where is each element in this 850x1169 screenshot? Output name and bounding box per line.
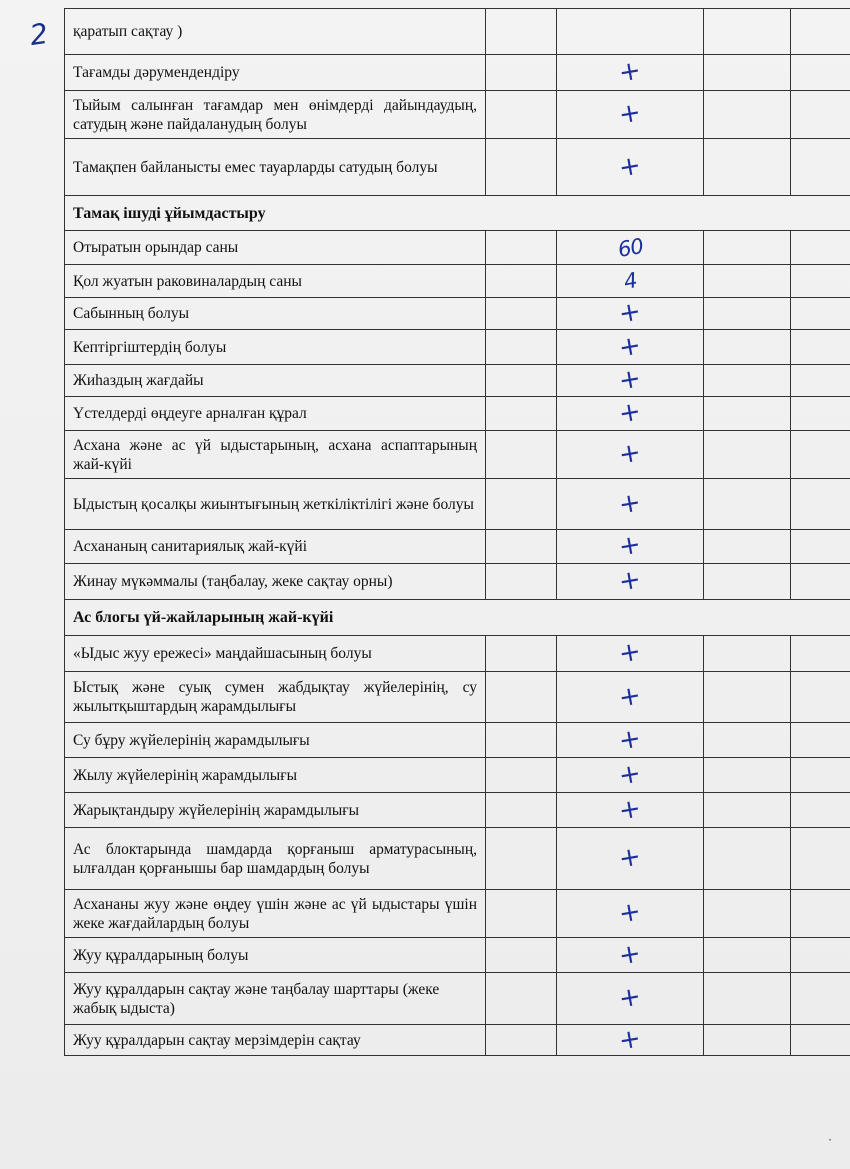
handwritten-value: 4 [621,268,639,294]
blank-cell [791,231,850,265]
answer-cell [557,431,704,479]
answer-cell [557,1022,704,1057]
blank-cell [486,672,557,723]
blank-cell [791,365,850,397]
blank-cell [791,564,850,600]
blank-cell [486,890,557,938]
criterion-text: Ыдыстың қосалқы жиынтығының жеткіліктілігі және болуы [65,479,486,530]
criterion-text: Жуу құралдарының болуы [65,938,486,973]
criterion-text: Отыратын орындар саны [65,231,486,265]
answer-cell [557,793,704,828]
criterion-text: Асхананы жуу және өңдеу үшін және ас үй ыдыстары үшін жеке жағдайлардың болуы [65,890,486,938]
handwritten-check-mark: + [616,722,644,757]
blank-cell [704,672,791,723]
table-row [65,231,850,265]
blank-cell [486,758,557,793]
answer-cell [557,91,704,139]
blank-cell [486,530,557,564]
answer-cell [557,672,704,723]
table-row [65,265,850,298]
answer-cell [557,890,704,938]
answer-cell [557,564,704,600]
handwritten-check-mark: + [616,149,644,184]
blank-cell [486,564,557,600]
criterion-text: «Ыдыс жуу ережесі» маңдайшасының болуы [65,636,486,672]
blank-cell [791,330,850,365]
handwritten-check-mark: + [616,363,644,397]
blank-cell [486,431,557,479]
blank-cell [486,793,557,828]
blank-cell [486,231,557,265]
blank-cell [704,636,791,672]
blank-cell [791,397,850,431]
table-row [65,330,850,365]
blank-cell [486,365,557,397]
criterion-text: Жуу құралдарын сақтау мерзімдерін сақтау [65,1025,486,1056]
handwritten-value: 60 [615,233,645,262]
blank-cell [791,723,850,758]
criterion-text: Жарықтандыру жүйелерінің жарамдылығы [65,793,486,828]
blank-cell [704,55,791,91]
blank-cell [704,265,791,298]
criterion-text: Асхана және ас үй ыдыстарының, асхана аспаптарының жай-күйі [65,431,486,479]
blank-cell [791,672,850,723]
table-row [65,636,850,672]
handwritten-check-mark: + [616,981,644,1015]
handwritten-check-mark: + [616,55,644,89]
handwritten-check-mark: + [616,757,644,792]
handwritten-check-mark: + [616,1022,644,1057]
answer-cell [557,530,704,564]
handwritten-check-mark: + [616,841,644,875]
blank-cell [791,828,850,890]
table-row [65,973,850,1025]
section-header-row [65,600,850,636]
blank-cell [704,231,791,265]
answer-cell [557,298,704,330]
blank-cell [486,397,557,431]
blank-cell [486,636,557,672]
handwritten-check-mark: + [616,679,644,714]
table-row [65,298,850,330]
blank-cell [791,431,850,479]
table-row [65,365,850,397]
handwritten-check-mark: + [616,486,644,521]
blank-cell [791,55,850,91]
blank-cell [791,1025,850,1056]
handwritten-check-mark: + [616,636,644,670]
blank-cell [704,397,791,431]
handwritten-check-mark: + [616,396,644,430]
blank-cell [486,938,557,973]
answer-cell [557,828,704,890]
blank-cell [486,330,557,365]
table-row [65,397,850,431]
criterion-text: Үстелдерді өңдеуге арналған құрал [65,397,486,431]
blank-cell [486,55,557,91]
blank-cell [486,1025,557,1056]
blank-cell [791,298,850,330]
criterion-text: қаратып сақтау ) [65,9,486,55]
section-title: Ас блогы үй-жайларының жай-күйі [65,600,850,636]
criterion-text: Жуу құралдарын сақтау және таңбалау шарттары (жеке жабық ыдыста) [65,973,486,1025]
handwritten-check-mark: + [616,529,644,563]
blank-cell [704,91,791,139]
answer-cell [557,938,704,973]
criterion-text: Ыстық және суық сумен жабдықтау жүйелерінің, су жылытқыштардың жарамдылығы [65,672,486,723]
table-row [65,723,850,758]
blank-cell [704,139,791,196]
answer-cell [557,9,704,55]
blank-cell [486,9,557,55]
blank-cell [704,298,791,330]
blank-cell [791,139,850,196]
table-row [65,479,850,530]
page-number: 2 [27,16,51,53]
blank-cell [791,793,850,828]
blank-cell [704,564,791,600]
answer-cell [557,265,704,298]
table-row [65,91,850,139]
criterion-text: Қол жуатын раковиналардың саны [65,265,486,298]
blank-cell [486,91,557,139]
handwritten-check-mark: + [616,296,644,330]
criterion-text: Сабынның болуы [65,298,486,330]
answer-cell [557,330,704,365]
criterion-text: Жылу жүйелерінің жарамдылығы [65,758,486,793]
handwritten-check-mark: + [616,329,644,364]
blank-cell [486,139,557,196]
blank-cell [791,973,850,1025]
table-row [65,55,850,91]
blank-cell [704,793,791,828]
blank-cell [704,479,791,530]
table-row [65,758,850,793]
answer-cell [557,479,704,530]
answer-cell [557,139,704,196]
answer-cell [557,973,704,1025]
answer-cell [557,636,704,672]
table-row [65,9,850,55]
blank-cell [486,479,557,530]
page-corner-mark: · [828,1133,832,1147]
criterion-text: Жиһаздың жағдайы [65,365,486,397]
blank-cell [486,298,557,330]
blank-cell [486,723,557,758]
criterion-text: Кептіргіштердің болуы [65,330,486,365]
table-row [65,890,850,938]
answer-cell [557,231,704,265]
blank-cell [791,938,850,973]
table-row [65,431,850,479]
table-row [65,793,850,828]
table-row [65,530,850,564]
blank-cell [486,828,557,890]
blank-cell [704,723,791,758]
section-title: Тамақ ішуді ұйымдастыру [65,196,850,231]
criterion-text: Су бұру жүйелерінің жарамдылығы [65,723,486,758]
inspection-table [64,8,850,1056]
handwritten-check-mark: + [616,792,644,827]
blank-cell [704,431,791,479]
criterion-text: Жинау мүкәммалы (таңбалау, жеке сақтау орны) [65,564,486,600]
table-row [65,564,850,600]
handwritten-check-mark: + [616,437,644,471]
criterion-text: Тыйым салынған тағамдар мен өнімдерді дайындаудың, сатудың және пайдаланудың болуы [65,91,486,139]
blank-cell [791,265,850,298]
blank-cell [791,479,850,530]
table-row [65,938,850,973]
criterion-text: Тамақпен байланысты емес тауарларды сатудың болуы [65,139,486,196]
blank-cell [486,973,557,1025]
handwritten-check-mark: + [616,97,644,131]
table-row [65,828,850,890]
blank-cell [791,890,850,938]
answer-cell [557,397,704,431]
blank-cell [704,330,791,365]
criterion-text: Ас блоктарында шамдарда қорғаныш арматурасының, ылғалдан қорғанышы бар шамдардың болуы [65,828,486,890]
answer-cell [557,723,704,758]
blank-cell [704,758,791,793]
blank-cell [791,91,850,139]
blank-cell [791,758,850,793]
blank-cell [704,890,791,938]
answer-cell [557,55,704,91]
blank-cell [704,365,791,397]
blank-cell [704,828,791,890]
criterion-text: Тағамды дәрумендендіру [65,55,486,91]
blank-cell [791,636,850,672]
blank-cell [486,265,557,298]
handwritten-check-mark: + [616,564,644,598]
criterion-text: Асхананың санитариялық жай-күйі [65,530,486,564]
table-row [65,139,850,196]
blank-cell [704,938,791,973]
blank-cell [704,973,791,1025]
blank-cell [704,1025,791,1056]
blank-cell [704,530,791,564]
blank-cell [791,530,850,564]
handwritten-check-mark: + [616,896,644,930]
table-row [65,672,850,723]
answer-cell [557,758,704,793]
blank-cell [791,9,850,55]
blank-cell [704,9,791,55]
section-header-row [65,196,850,231]
answer-cell [557,365,704,397]
handwritten-check-mark: + [616,937,644,972]
table-row [65,1025,850,1056]
